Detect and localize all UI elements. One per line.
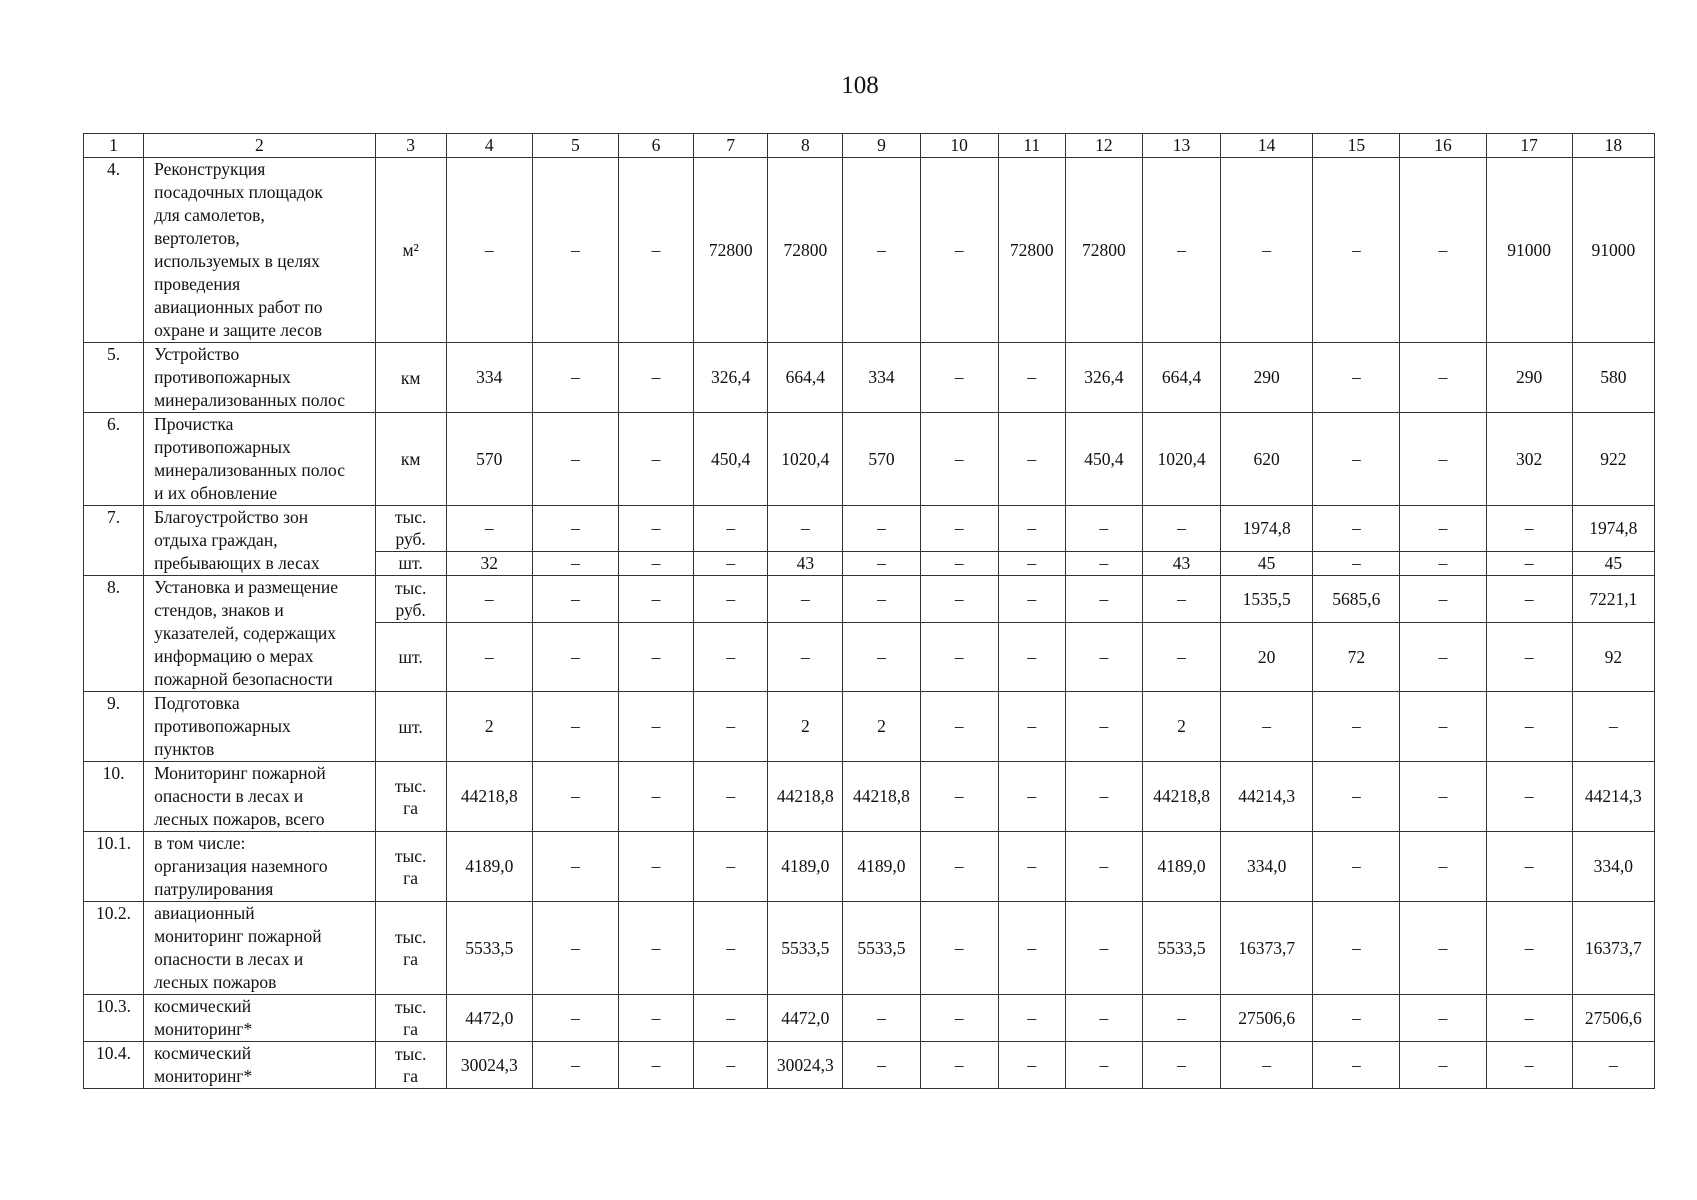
value-cell: –: [1486, 902, 1572, 995]
unit-cell: тыс. га: [375, 995, 446, 1042]
value-cell: –: [532, 692, 618, 762]
value-cell: –: [1313, 762, 1400, 832]
column-number: 8: [768, 134, 843, 158]
value-cell: 1020,4: [768, 413, 843, 506]
value-cell: 326,4: [1065, 343, 1142, 413]
value-cell: –: [694, 551, 768, 575]
value-cell: –: [446, 506, 532, 552]
value-cell: –: [1486, 623, 1572, 692]
value-cell: –: [1142, 623, 1220, 692]
value-cell: –: [768, 623, 843, 692]
value-cell: –: [1400, 623, 1486, 692]
value-cell: –: [1486, 762, 1572, 832]
value-cell: –: [532, 158, 618, 343]
value-cell: –: [618, 902, 693, 995]
value-cell: –: [532, 832, 618, 902]
value-cell: 91000: [1572, 158, 1654, 343]
activity-name: Устройство противопожарных минерализованных полос: [144, 343, 375, 413]
unit-cell: тыс. га: [375, 902, 446, 995]
value-cell: –: [998, 623, 1065, 692]
value-cell: –: [532, 1042, 618, 1089]
value-cell: 334,0: [1221, 832, 1313, 902]
row-number: 10.4.: [84, 1042, 144, 1089]
value-cell: 5685,6: [1313, 576, 1400, 623]
column-number: 3: [375, 134, 446, 158]
value-cell: –: [618, 762, 693, 832]
value-cell: 580: [1572, 343, 1654, 413]
page-number: 108: [841, 72, 879, 99]
unit-cell: тыс. га: [375, 1042, 446, 1089]
value-cell: –: [1142, 1042, 1220, 1089]
value-cell: –: [618, 995, 693, 1042]
column-number: 14: [1221, 134, 1313, 158]
value-cell: –: [694, 576, 768, 623]
value-cell: 45: [1572, 551, 1654, 575]
value-cell: –: [1400, 995, 1486, 1042]
value-cell: –: [1313, 413, 1400, 506]
value-cell: –: [532, 902, 618, 995]
value-cell: –: [694, 832, 768, 902]
row-number: 7.: [84, 506, 144, 576]
unit-cell: шт.: [375, 551, 446, 575]
value-cell: 1974,8: [1572, 506, 1654, 552]
value-cell: –: [694, 692, 768, 762]
column-number: 17: [1486, 134, 1572, 158]
unit-cell: тыс. га: [375, 762, 446, 832]
value-cell: 91000: [1486, 158, 1572, 343]
value-cell: 44218,8: [768, 762, 843, 832]
value-cell: –: [1572, 1042, 1654, 1089]
row-number: 5.: [84, 343, 144, 413]
table-row: [84, 762, 1655, 832]
value-cell: –: [1142, 506, 1220, 552]
value-cell: –: [1142, 158, 1220, 343]
value-cell: 5533,5: [446, 902, 532, 995]
value-cell: –: [694, 762, 768, 832]
value-cell: 4189,0: [446, 832, 532, 902]
value-cell: –: [1221, 692, 1313, 762]
value-cell: –: [1065, 832, 1142, 902]
value-cell: 2: [446, 692, 532, 762]
value-cell: –: [1400, 343, 1486, 413]
value-cell: –: [1313, 158, 1400, 343]
value-cell: –: [694, 995, 768, 1042]
value-cell: –: [1065, 692, 1142, 762]
value-cell: –: [1065, 623, 1142, 692]
value-cell: –: [618, 551, 693, 575]
value-cell: –: [1572, 692, 1654, 762]
value-cell: –: [532, 623, 618, 692]
value-cell: –: [998, 902, 1065, 995]
row-number: 10.1.: [84, 832, 144, 902]
value-cell: –: [843, 551, 920, 575]
value-cell: 44218,8: [1142, 762, 1220, 832]
value-cell: –: [1400, 158, 1486, 343]
value-cell: 450,4: [694, 413, 768, 506]
value-cell: –: [1313, 995, 1400, 1042]
value-cell: 334: [446, 343, 532, 413]
value-cell: 326,4: [694, 343, 768, 413]
value-cell: –: [532, 551, 618, 575]
value-cell: –: [532, 343, 618, 413]
value-cell: –: [1065, 995, 1142, 1042]
unit-cell: км: [375, 343, 446, 413]
value-cell: 43: [1142, 551, 1220, 575]
value-cell: –: [1065, 551, 1142, 575]
value-cell: 7221,1: [1572, 576, 1654, 623]
value-cell: –: [843, 1042, 920, 1089]
value-cell: 450,4: [1065, 413, 1142, 506]
column-number-row: [84, 134, 1655, 158]
value-cell: 664,4: [768, 343, 843, 413]
activity-name: Реконструкция посадочных площадок для самолетов, вертолетов, используемых в целях проведения авиационных работ по охране и защите лесов: [144, 158, 375, 343]
value-cell: –: [618, 1042, 693, 1089]
column-number: 4: [446, 134, 532, 158]
value-cell: 334,0: [1572, 832, 1654, 902]
value-cell: 570: [843, 413, 920, 506]
value-cell: –: [1400, 551, 1486, 575]
value-cell: 5533,5: [768, 902, 843, 995]
value-cell: –: [532, 762, 618, 832]
value-cell: –: [1400, 762, 1486, 832]
value-cell: –: [1221, 158, 1313, 343]
value-cell: –: [998, 1042, 1065, 1089]
value-cell: –: [920, 902, 998, 995]
value-cell: –: [618, 692, 693, 762]
value-cell: –: [694, 506, 768, 552]
value-cell: –: [1313, 343, 1400, 413]
value-cell: –: [768, 576, 843, 623]
value-cell: –: [1400, 692, 1486, 762]
value-cell: –: [920, 762, 998, 832]
value-cell: –: [998, 576, 1065, 623]
activity-name: Прочистка противопожарных минерализованных полос и их обновление: [144, 413, 375, 506]
value-cell: 302: [1486, 413, 1572, 506]
unit-cell: тыс. руб.: [375, 576, 446, 623]
value-cell: 27506,6: [1221, 995, 1313, 1042]
column-number: 12: [1065, 134, 1142, 158]
activity-name: авиационный мониторинг пожарной опасности в лесах и лесных пожаров: [144, 902, 375, 995]
value-cell: –: [843, 623, 920, 692]
activity-name: Мониторинг пожарной опасности в лесах и лесных пожаров, всего: [144, 762, 375, 832]
table-row: [84, 995, 1655, 1042]
value-cell: 334: [843, 343, 920, 413]
value-cell: 72800: [694, 158, 768, 343]
row-number: 9.: [84, 692, 144, 762]
value-cell: 570: [446, 413, 532, 506]
value-cell: 16373,7: [1221, 902, 1313, 995]
value-cell: –: [618, 576, 693, 623]
value-cell: –: [998, 506, 1065, 552]
value-cell: 92: [1572, 623, 1654, 692]
value-cell: 72800: [998, 158, 1065, 343]
value-cell: –: [920, 413, 998, 506]
value-cell: –: [920, 551, 998, 575]
value-cell: –: [1313, 551, 1400, 575]
value-cell: 27506,6: [1572, 995, 1654, 1042]
value-cell: 20: [1221, 623, 1313, 692]
value-cell: 44218,8: [446, 762, 532, 832]
column-number: 1: [84, 134, 144, 158]
value-cell: –: [1065, 762, 1142, 832]
value-cell: –: [1313, 506, 1400, 552]
value-cell: –: [618, 343, 693, 413]
unit-cell: шт.: [375, 692, 446, 762]
value-cell: –: [920, 995, 998, 1042]
value-cell: 30024,3: [768, 1042, 843, 1089]
value-cell: –: [618, 506, 693, 552]
data-table: [83, 133, 1655, 1089]
row-number: 4.: [84, 158, 144, 343]
value-cell: –: [1142, 995, 1220, 1042]
value-cell: –: [843, 506, 920, 552]
value-cell: –: [446, 576, 532, 623]
activity-name: космический мониторинг*: [144, 995, 375, 1042]
value-cell: –: [694, 623, 768, 692]
unit-cell: тыс. га: [375, 832, 446, 902]
value-cell: 16373,7: [1572, 902, 1654, 995]
value-cell: 2: [768, 692, 843, 762]
value-cell: –: [1486, 995, 1572, 1042]
table-row: [84, 158, 1655, 343]
value-cell: –: [1065, 1042, 1142, 1089]
value-cell: 72: [1313, 623, 1400, 692]
row-number: 10.2.: [84, 902, 144, 995]
column-number: 10: [920, 134, 998, 158]
value-cell: –: [1142, 576, 1220, 623]
value-cell: –: [1486, 551, 1572, 575]
value-cell: 1974,8: [1221, 506, 1313, 552]
value-cell: –: [694, 902, 768, 995]
table-row: [84, 413, 1655, 506]
activity-name: Установка и размещение стендов, знаков и указателей, содержащих информацию о мерах пожарной безопасности: [144, 576, 375, 692]
value-cell: 44214,3: [1221, 762, 1313, 832]
row-number: 8.: [84, 576, 144, 692]
activity-name: Подготовка противопожарных пунктов: [144, 692, 375, 762]
value-cell: 1020,4: [1142, 413, 1220, 506]
value-cell: 72800: [768, 158, 843, 343]
value-cell: –: [1313, 692, 1400, 762]
value-cell: –: [1065, 506, 1142, 552]
value-cell: 45: [1221, 551, 1313, 575]
value-cell: 2: [1142, 692, 1220, 762]
value-cell: –: [1065, 576, 1142, 623]
value-cell: –: [920, 506, 998, 552]
value-cell: 4189,0: [843, 832, 920, 902]
value-cell: –: [1486, 576, 1572, 623]
value-cell: –: [694, 1042, 768, 1089]
value-cell: –: [618, 832, 693, 902]
value-cell: –: [998, 995, 1065, 1042]
value-cell: 290: [1486, 343, 1572, 413]
value-cell: –: [618, 413, 693, 506]
column-number: 9: [843, 134, 920, 158]
unit-cell: шт.: [375, 623, 446, 692]
activity-name: космический мониторинг*: [144, 1042, 375, 1089]
value-cell: –: [1313, 832, 1400, 902]
value-cell: –: [1221, 1042, 1313, 1089]
table-row: [84, 1042, 1655, 1089]
value-cell: –: [1400, 506, 1486, 552]
value-cell: –: [920, 576, 998, 623]
value-cell: –: [920, 343, 998, 413]
value-cell: –: [1400, 1042, 1486, 1089]
value-cell: –: [920, 832, 998, 902]
table-row: [84, 832, 1655, 902]
value-cell: –: [446, 623, 532, 692]
column-number: 11: [998, 134, 1065, 158]
value-cell: 44214,3: [1572, 762, 1654, 832]
value-cell: –: [618, 158, 693, 343]
table-row: [84, 343, 1655, 413]
value-cell: –: [1486, 692, 1572, 762]
value-cell: –: [1400, 832, 1486, 902]
value-cell: –: [532, 413, 618, 506]
column-number: 13: [1142, 134, 1220, 158]
value-cell: 30024,3: [446, 1042, 532, 1089]
value-cell: –: [1400, 413, 1486, 506]
value-cell: 4189,0: [1142, 832, 1220, 902]
value-cell: –: [1486, 506, 1572, 552]
table-row: [84, 576, 1655, 623]
column-number: 6: [618, 134, 693, 158]
value-cell: –: [920, 692, 998, 762]
table-row: [84, 692, 1655, 762]
table-row: [84, 902, 1655, 995]
activity-name: в том числе: организация наземного патрулирования: [144, 832, 375, 902]
value-cell: –: [1313, 1042, 1400, 1089]
value-cell: 1535,5: [1221, 576, 1313, 623]
value-cell: –: [998, 692, 1065, 762]
value-cell: –: [1065, 902, 1142, 995]
value-cell: –: [1313, 902, 1400, 995]
value-cell: 32: [446, 551, 532, 575]
value-cell: 43: [768, 551, 843, 575]
value-cell: 4189,0: [768, 832, 843, 902]
column-number: 2: [144, 134, 375, 158]
column-number: 15: [1313, 134, 1400, 158]
value-cell: –: [920, 623, 998, 692]
value-cell: –: [998, 832, 1065, 902]
row-number: 6.: [84, 413, 144, 506]
value-cell: 44218,8: [843, 762, 920, 832]
value-cell: 4472,0: [768, 995, 843, 1042]
value-cell: –: [843, 576, 920, 623]
value-cell: 664,4: [1142, 343, 1220, 413]
value-cell: 2: [843, 692, 920, 762]
value-cell: –: [998, 762, 1065, 832]
value-cell: 620: [1221, 413, 1313, 506]
value-cell: –: [920, 1042, 998, 1089]
value-cell: 290: [1221, 343, 1313, 413]
row-number: 10.3.: [84, 995, 144, 1042]
value-cell: –: [618, 623, 693, 692]
column-number: 16: [1400, 134, 1486, 158]
value-cell: –: [1486, 1042, 1572, 1089]
value-cell: –: [532, 506, 618, 552]
table-row: [84, 506, 1655, 552]
column-number: 18: [1572, 134, 1654, 158]
value-cell: 72800: [1065, 158, 1142, 343]
unit-cell: м²: [375, 158, 446, 343]
value-cell: –: [998, 413, 1065, 506]
column-number: 7: [694, 134, 768, 158]
value-cell: –: [532, 576, 618, 623]
value-cell: –: [446, 158, 532, 343]
value-cell: –: [768, 506, 843, 552]
value-cell: –: [920, 158, 998, 343]
unit-cell: км: [375, 413, 446, 506]
value-cell: –: [998, 551, 1065, 575]
value-cell: –: [1400, 902, 1486, 995]
value-cell: 5533,5: [1142, 902, 1220, 995]
value-cell: –: [843, 158, 920, 343]
value-cell: –: [1400, 576, 1486, 623]
value-cell: –: [532, 995, 618, 1042]
column-number: 5: [532, 134, 618, 158]
value-cell: –: [998, 343, 1065, 413]
value-cell: 5533,5: [843, 902, 920, 995]
activity-name: Благоустройство зон отдыха граждан, пребывающих в лесах: [144, 506, 375, 576]
value-cell: –: [1486, 832, 1572, 902]
value-cell: 922: [1572, 413, 1654, 506]
value-cell: –: [843, 995, 920, 1042]
unit-cell: тыс. руб.: [375, 506, 446, 552]
row-number: 10.: [84, 762, 144, 832]
value-cell: 4472,0: [446, 995, 532, 1042]
